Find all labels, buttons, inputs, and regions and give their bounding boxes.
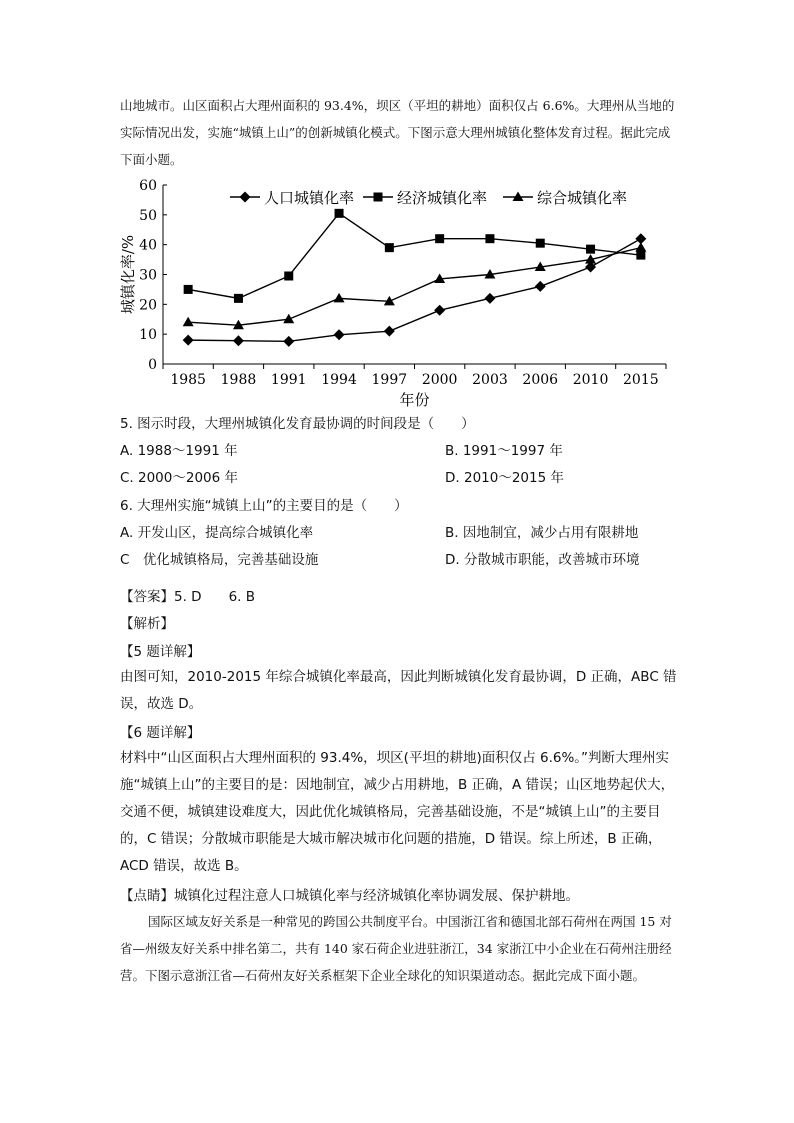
intro-paragraph: 山地城市。山区面积占大理州面积的 93.4%，坝区（平坦的耕地）面积仅占 6.6%。大理州从当地的实际情况出发，实施“城镇上山”的创新城镇化模式。下图示意大理州城镇化整体发育过程。据此完成下面小题。 xyxy=(120,98,675,167)
legend-label: 人口城镇化率 xyxy=(264,189,355,207)
detail-6-text: 材料中“山区面积占大理州面积的 93.4%，坝区(平坦的耕地)面积仅占 6.6%。”判断大理州实施“城镇上山”的主要目的是：因地制宜，减少占用耕地，B 正确，A 错误；山区地势起伏大，交通不便，城镇建设难度大，因此优化城镇格局，完善基础设施，不是“城镇上山”的主要目的，C 错误；分散城市职能是大城市解决城市化问题的措施，D 错误。综上所述，B 正确，ACD 错误，故选 B。 xyxy=(120,750,675,874)
detail-5-text: 由图可知，2010-2015 年综合城镇化率最高，因此判断城镇化发育最协调，D 正确，ABC 错误，故选 D。 xyxy=(120,669,677,712)
data-point-diamond xyxy=(334,329,345,340)
x-tick-label: 2006 xyxy=(522,372,559,388)
analysis-label: 【解析】 xyxy=(120,616,174,632)
y-axis-title: 城镇化率/% xyxy=(119,234,137,315)
data-point-diamond xyxy=(434,305,445,316)
answer-value: 5. D 6. B xyxy=(174,589,255,605)
answer-line xyxy=(120,585,255,605)
detail-6-label: 【6 题详解】 xyxy=(120,725,201,741)
q5-stem: 5. 图示时段，大理州城镇化发育最协调的时间段是（ ） xyxy=(120,416,475,432)
data-point-diamond xyxy=(484,293,495,304)
q5-option-d: D. 2010～2015 年 xyxy=(445,470,564,486)
x-tick-label: 1985 xyxy=(170,372,206,388)
q5-option-a: A. 1988～1991 年 xyxy=(120,443,238,459)
x-tick-label: 1988 xyxy=(220,372,257,388)
detail-5-label: 【5 题详解】 xyxy=(120,644,201,660)
urbanization-chart xyxy=(110,176,680,408)
legend-marker-square xyxy=(374,193,383,202)
legend-label: 经济城镇化率 xyxy=(397,189,488,207)
data-point-triangle xyxy=(183,317,194,327)
legend-label: 综合城镇化率 xyxy=(537,189,628,207)
data-point-triangle xyxy=(283,314,294,324)
data-point-square xyxy=(435,234,444,243)
q6-option-a: A. 开发山区，提高综合城镇化率 xyxy=(120,525,314,541)
y-tick-label: 30 xyxy=(139,267,157,284)
x-tick-label: 2010 xyxy=(572,372,609,388)
q6-option-b: B. 因地制宜，减少占用有限耕地 xyxy=(445,525,639,541)
data-point-diamond xyxy=(283,336,294,347)
x-tick-label: 1994 xyxy=(321,372,357,388)
y-tick-label: 60 xyxy=(139,178,157,194)
q6-stem: 6. 大理州实施“城镇上山”的主要目的是（ ） xyxy=(120,498,408,514)
q6-option-c: C 优化城镇格局，完善基础设施 xyxy=(120,552,319,568)
x-axis-title: 年份 xyxy=(399,391,430,408)
y-tick-label: 10 xyxy=(139,327,157,344)
data-point-square xyxy=(284,271,293,280)
y-tick-label: 50 xyxy=(139,207,157,224)
y-tick-label: 0 xyxy=(148,357,157,373)
data-point-triangle xyxy=(334,293,345,303)
data-point-square xyxy=(385,243,394,252)
series-line-square xyxy=(188,213,641,298)
legend-marker-triangle xyxy=(513,192,524,202)
data-point-square xyxy=(586,245,595,254)
data-point-square xyxy=(234,294,243,303)
data-point-square xyxy=(184,285,193,294)
y-tick-label: 20 xyxy=(139,297,157,314)
q5-option-b: B. 1991～1997 年 xyxy=(445,443,563,459)
answer-label: 【答案】 xyxy=(120,589,174,605)
data-point-square xyxy=(636,251,645,260)
x-tick-label: 1997 xyxy=(371,372,408,388)
data-point-diamond xyxy=(384,326,395,337)
x-tick-label: 1991 xyxy=(270,372,307,388)
data-point-square xyxy=(485,234,494,243)
data-point-diamond xyxy=(183,335,194,346)
data-point-square xyxy=(335,209,344,218)
y-tick-label: 40 xyxy=(139,237,157,254)
next-paragraph: 国际区域友好关系是一种常见的跨国公共制度平台。中国浙江省和德国北部石荷州在两国 15 对省—州级友好关系中排名第二，共有 140 家石荷企业进驻浙江，34 家浙江中小企业在石荷州注册经营。下图示意浙江省—石荷州友好关系框架下企业全球化的知识渠道动态。据此完成下面小题。 xyxy=(120,914,672,983)
legend-marker-diamond xyxy=(240,192,251,203)
x-tick-label: 2015 xyxy=(623,372,659,388)
data-point-square xyxy=(536,239,545,248)
data-point-triangle xyxy=(635,242,646,252)
tip-line xyxy=(120,884,579,904)
q6-option-d: D. 分散城市职能，改善城市环境 xyxy=(445,552,640,568)
x-tick-label: 2003 xyxy=(472,372,508,388)
data-point-diamond xyxy=(233,335,244,346)
x-tick-label: 2000 xyxy=(421,372,458,388)
tip-label: 【点睛】 xyxy=(120,888,174,904)
q5-option-c: C. 2000～2006 年 xyxy=(120,470,239,486)
tip-text: 城镇化过程注意人口城镇化率与经济城镇化率协调发展、保护耕地。 xyxy=(174,888,579,904)
data-point-diamond xyxy=(535,281,546,292)
series-line-triangle xyxy=(188,248,641,326)
